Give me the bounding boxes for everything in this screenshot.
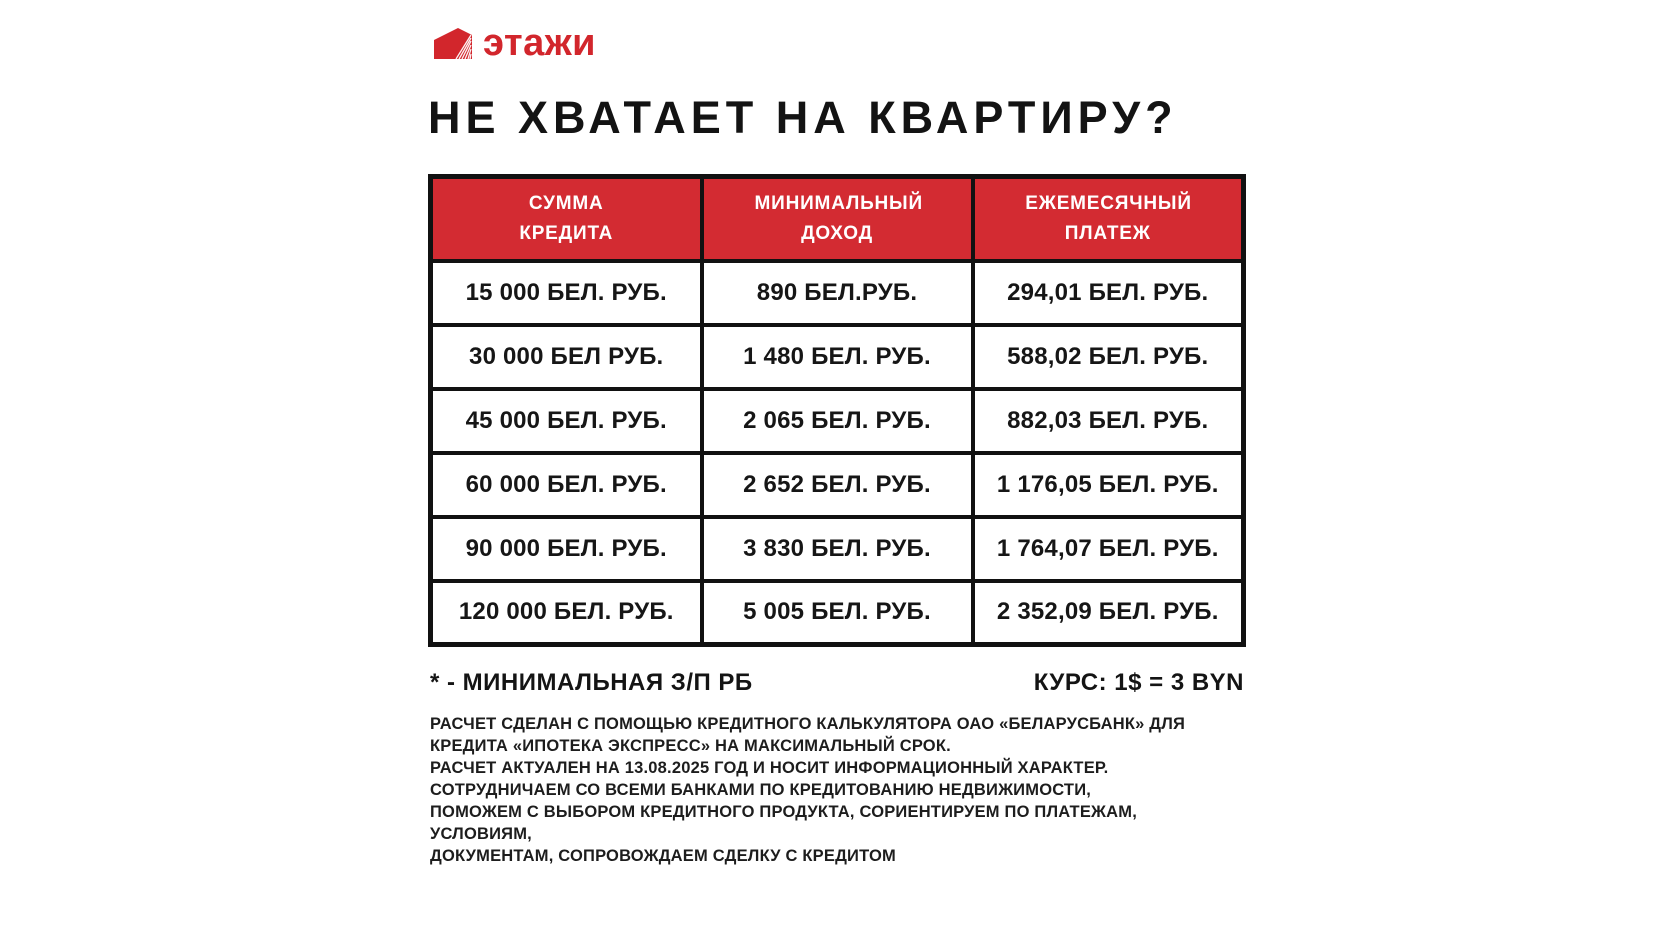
footnote-row xyxy=(428,669,1246,697)
payment-cell: 2 352,09 БЕЛ. РУБ. xyxy=(973,581,1244,645)
header-label: МИНИМАЛЬНЫЙ ДОХОД xyxy=(754,193,923,244)
header-label: ЕЖЕМЕСЯЧНЫЙ ПЛАТЕЖ xyxy=(1025,193,1192,244)
credit-cell: 30 000 БЕЛ РУБ. xyxy=(431,325,702,389)
disclaimer-line: ПОМОЖЕМ С ВЫБОРОМ КРЕДИТНОГО ПРОДУКТА, СОРИЕНТИРУЕМ ПО ПЛАТЕЖАМ, xyxy=(430,803,1137,821)
income-cell: 1 480 БЕЛ. РУБ. xyxy=(702,325,973,389)
header-label: СУММА КРЕДИТА xyxy=(519,193,614,244)
table-row xyxy=(431,581,1244,645)
page-title: НЕ ХВАТАЕТ НА КВАРТИРУ? xyxy=(428,92,1178,143)
disclaimer-line: КРЕДИТА «ИПОТЕКА ЭКСПРЕСС» НА МАКСИМАЛЬНЫЙ СРОК. xyxy=(430,737,951,755)
income-cell: 2 652 БЕЛ. РУБ. xyxy=(702,453,973,517)
payment-cell: 882,03 БЕЛ. РУБ. xyxy=(973,389,1244,453)
credit-cell: 90 000 БЕЛ. РУБ. xyxy=(431,517,702,581)
table-header-row xyxy=(431,177,1244,261)
payment-cell: 1 764,07 БЕЛ. РУБ. xyxy=(973,517,1244,581)
brand-logo-text: этажи xyxy=(483,22,597,64)
table-row xyxy=(431,261,1244,325)
credit-cell: 120 000 БЕЛ. РУБ. xyxy=(431,581,702,645)
payment-cell: 1 176,05 БЕЛ. РУБ. xyxy=(973,453,1244,517)
table-row xyxy=(431,453,1244,517)
payment-cell: 294,01 БЕЛ. РУБ. xyxy=(973,261,1244,325)
disclaimer-block xyxy=(428,713,1246,867)
credit-table xyxy=(428,174,1246,647)
credit-cell: 60 000 БЕЛ. РУБ. xyxy=(431,453,702,517)
header-cell-credit-sum xyxy=(431,177,702,261)
credit-cell: 45 000 БЕЛ. РУБ. xyxy=(431,389,702,453)
etazhi-house-icon xyxy=(432,26,474,64)
brand-logo xyxy=(428,24,1246,66)
disclaimer-line: РАСЧЕТ АКТУАЛЕН НА 13.08.2025 ГОД И НОСИТ ИНФОРМАЦИОННЫЙ ХАРАКТЕР. xyxy=(430,759,1109,777)
table-row xyxy=(431,325,1244,389)
disclaimer-line: СОТРУДНИЧАЕМ СО ВСЕМИ БАНКАМИ ПО КРЕДИТОВАНИЮ НЕДВИЖИМОСТИ, xyxy=(430,781,1092,799)
disclaimer-line: РАСЧЕТ СДЕЛАН С ПОМОЩЬЮ КРЕДИТНОГО КАЛЬКУЛЯТОРА ОАО «БЕЛАРУСБАНК» ДЛЯ xyxy=(430,715,1186,733)
payment-cell: 588,02 БЕЛ. РУБ. xyxy=(973,325,1244,389)
income-cell: 5 005 БЕЛ. РУБ. xyxy=(702,581,973,645)
table-row xyxy=(431,517,1244,581)
header-cell-min-income xyxy=(702,177,973,261)
footnote-min-salary: * - МИНИМАЛЬНАЯ З/П РБ xyxy=(430,669,753,696)
content-column xyxy=(428,0,1246,867)
income-cell: 2 065 БЕЛ. РУБ. xyxy=(702,389,973,453)
credit-cell: 15 000 БЕЛ. РУБ. xyxy=(431,261,702,325)
footnote-exchange-rate: КУРС: 1$ = 3 BYN xyxy=(1033,669,1244,696)
header-cell-monthly-payment xyxy=(973,177,1244,261)
disclaimer-line: УСЛОВИЯМ, xyxy=(430,825,532,843)
income-cell: 890 БЕЛ.РУБ. xyxy=(702,261,973,325)
income-cell: 3 830 БЕЛ. РУБ. xyxy=(702,517,973,581)
disclaimer-line: ДОКУМЕНТАМ, СОПРОВОЖДАЕМ СДЕЛКУ С КРЕДИТОМ xyxy=(430,847,896,865)
table-row xyxy=(431,389,1244,453)
